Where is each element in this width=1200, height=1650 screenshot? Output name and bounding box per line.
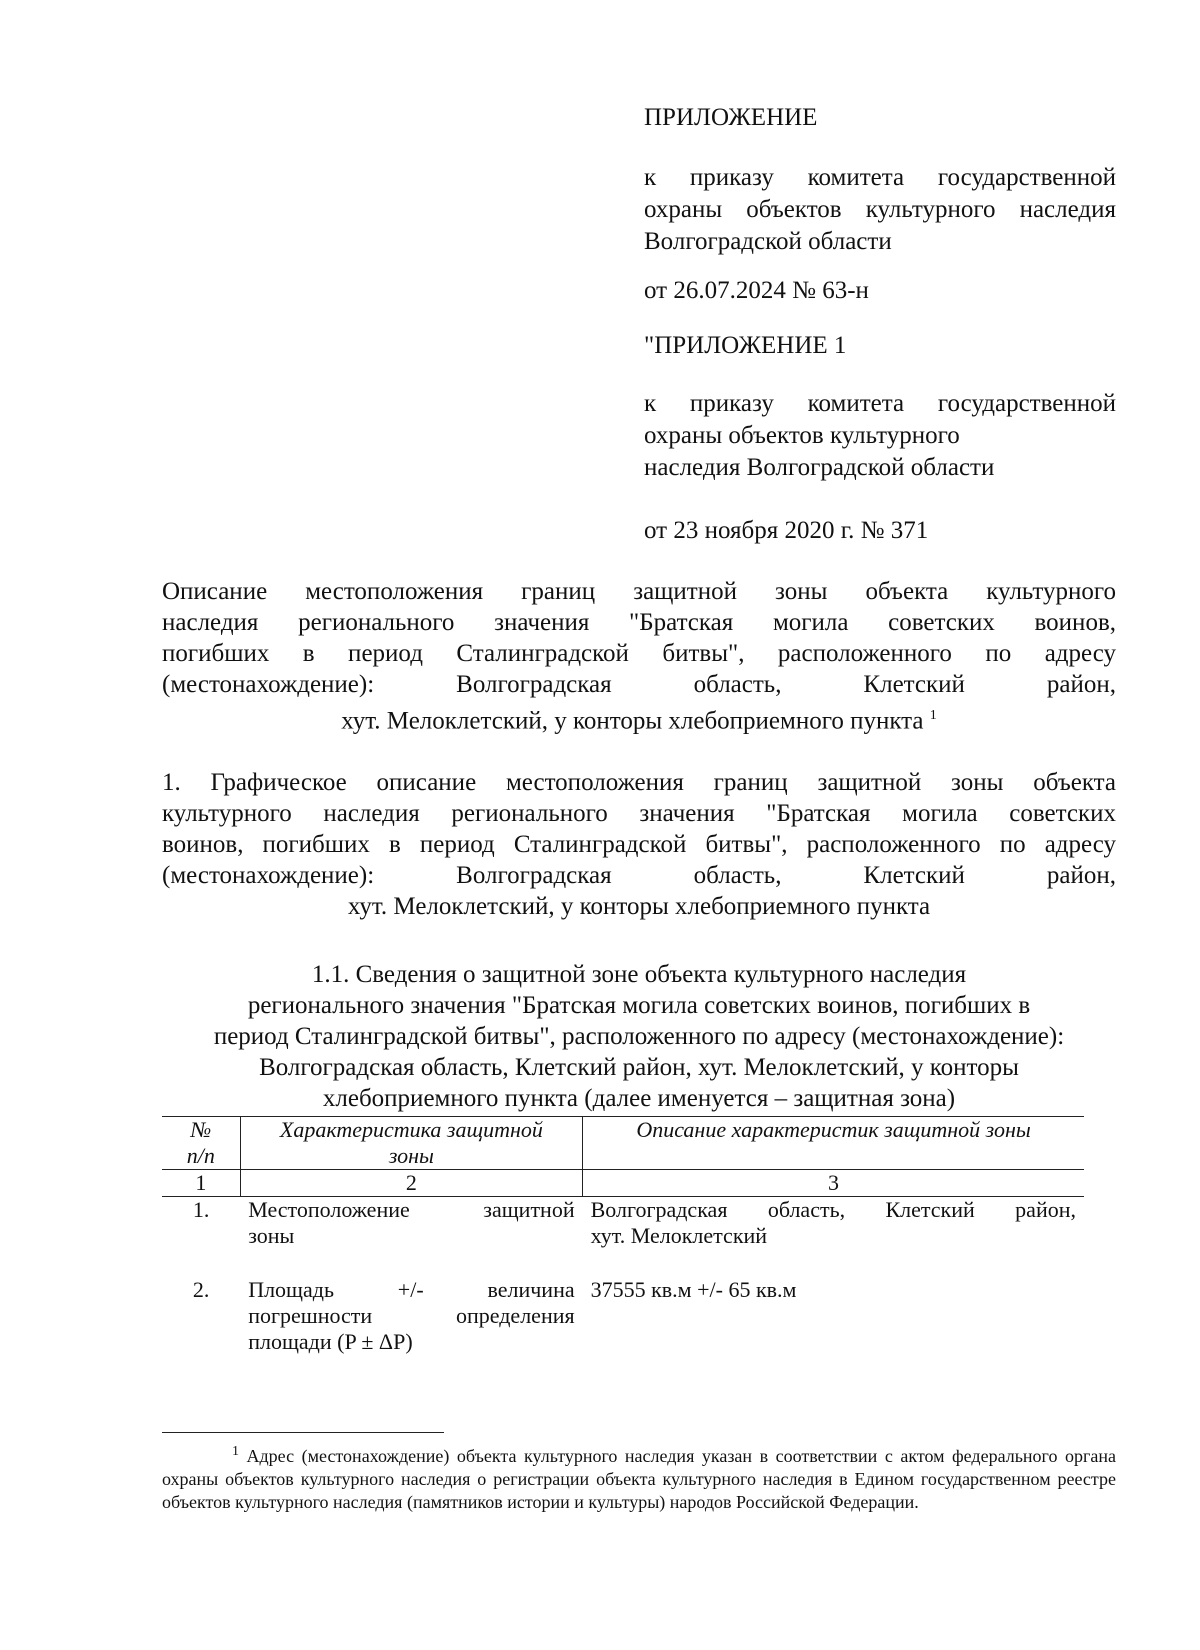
footnote-ref: 1 xyxy=(929,708,937,723)
column-number: 3 xyxy=(583,1170,1084,1197)
section-1-line: культурного наследия регионального значения "Братская могила советских xyxy=(162,800,1116,827)
appendix-to-order-line: Волгоградской области xyxy=(644,228,892,255)
description-last-line: хут. Мелоклетский, у конторы хлебоприемного пункта $^1$ xyxy=(341,707,937,735)
description-heading xyxy=(162,576,1116,736)
description-line: погибших в период Сталинградской битвы", расположенного по адресу xyxy=(162,640,1116,667)
appendix-to-order-line: охраны объектов культурного xyxy=(644,422,960,449)
footnote-divider xyxy=(162,1432,444,1433)
description-line: наследия регионального значения "Братская могила советских воинов, xyxy=(162,609,1116,636)
column-number: 2 xyxy=(240,1170,582,1197)
appendix-header xyxy=(644,102,1116,134)
header-characteristic: Характеристика защитной зоны xyxy=(240,1117,582,1170)
row-characteristic: Площадь +/- величина погрешности определения площади (P ± ΔP) xyxy=(248,1277,575,1354)
header-description: Описание характеристик защитной зоны xyxy=(583,1117,1084,1170)
appendix-to-order-line: наследия Волгоградской области xyxy=(644,454,995,481)
table-row xyxy=(162,1197,1084,1250)
section-1-1-line: 1.1. Сведения о защитной зоне объекта культурного наследия xyxy=(311,961,967,988)
description-line: Описание местоположения границ защитной зоны объекта культурного xyxy=(162,578,1116,605)
section-1-1-line: период Сталинградской битвы", расположенного по адресу (местонахождение): xyxy=(213,1023,1065,1050)
section-1-line: хут. Мелоклетский, у конторы хлебоприемного пункта xyxy=(347,893,931,920)
column-number: 1 xyxy=(162,1170,240,1197)
table-header-row xyxy=(162,1117,1084,1170)
section-1-1-line: хлебоприемного пункта (далее именуется – защитная зона) xyxy=(322,1085,956,1112)
section-1-1-line: Волгоградская область, Клетский район, хут. Мелоклетский, у конторы xyxy=(259,1054,1019,1081)
row-description: Волгоградская область, Клетский район, хут. Мелоклетский xyxy=(590,1197,1076,1248)
table-row xyxy=(162,1249,1084,1355)
section-1 xyxy=(162,767,1116,922)
appendix-to-order xyxy=(644,162,1116,258)
row-number: 2. xyxy=(192,1277,210,1302)
appendix-to-order-2 xyxy=(644,388,1116,484)
footnote-mark: 1 xyxy=(232,1444,239,1459)
footnote-text: Адрес (местонахождение) объекта культурного наследия указан в соответствии с актом федерального органа охраны объектов культурного наследия о регистрации объекта культурного наследия в Едином государственном реестре объектов культурного наследия (памятников истории и культуры) народов Российской Федерации. xyxy=(162,1446,1116,1512)
appendix-date-number: от 26.07.2024 № 63-н xyxy=(644,277,869,304)
appendix-to-order-line: к приказу комитета государственной xyxy=(644,164,1116,191)
appendix-header-2 xyxy=(644,330,1116,362)
appendix-to-order-line: охраны объектов культурного наследия xyxy=(644,196,1116,223)
section-1-1 xyxy=(162,959,1116,1114)
section-1-line: (местонахождение): Волгоградская область, Клетский район, xyxy=(162,862,1116,889)
zone-table xyxy=(162,1116,1084,1355)
section-1-1-line: регионального значения "Братская могила советских воинов, погибших в xyxy=(247,992,1031,1019)
appendix-title: ПРИЛОЖЕНИЕ xyxy=(644,104,818,131)
section-1-line: 1. Графическое описание местоположения границ защитной зоны объекта xyxy=(162,769,1116,796)
header-number: № п/п xyxy=(162,1117,240,1170)
row-number: 1. xyxy=(192,1197,210,1222)
description-line: (местонахождение): Волгоградская область, Клетский район, xyxy=(162,671,1116,698)
appendix-title-2: "ПРИЛОЖЕНИЕ 1 xyxy=(644,332,847,359)
row-characteristic: Местоположение защитной зоны xyxy=(248,1197,575,1248)
footnote xyxy=(162,1440,1116,1514)
row-description: 37555 кв.м +/- 65 кв.м xyxy=(590,1277,797,1302)
appendix-to-order-line: к приказу комитета государственной xyxy=(644,390,1116,417)
appendix-date-2 xyxy=(644,515,1116,547)
section-1-line: воинов, погибших в период Сталинградской битвы", расположенного по адресу xyxy=(162,831,1116,858)
appendix-date-number-2: от 23 ноября 2020 г. № 371 xyxy=(644,517,929,544)
table-number-row xyxy=(162,1170,1084,1197)
appendix-date xyxy=(644,275,1116,307)
